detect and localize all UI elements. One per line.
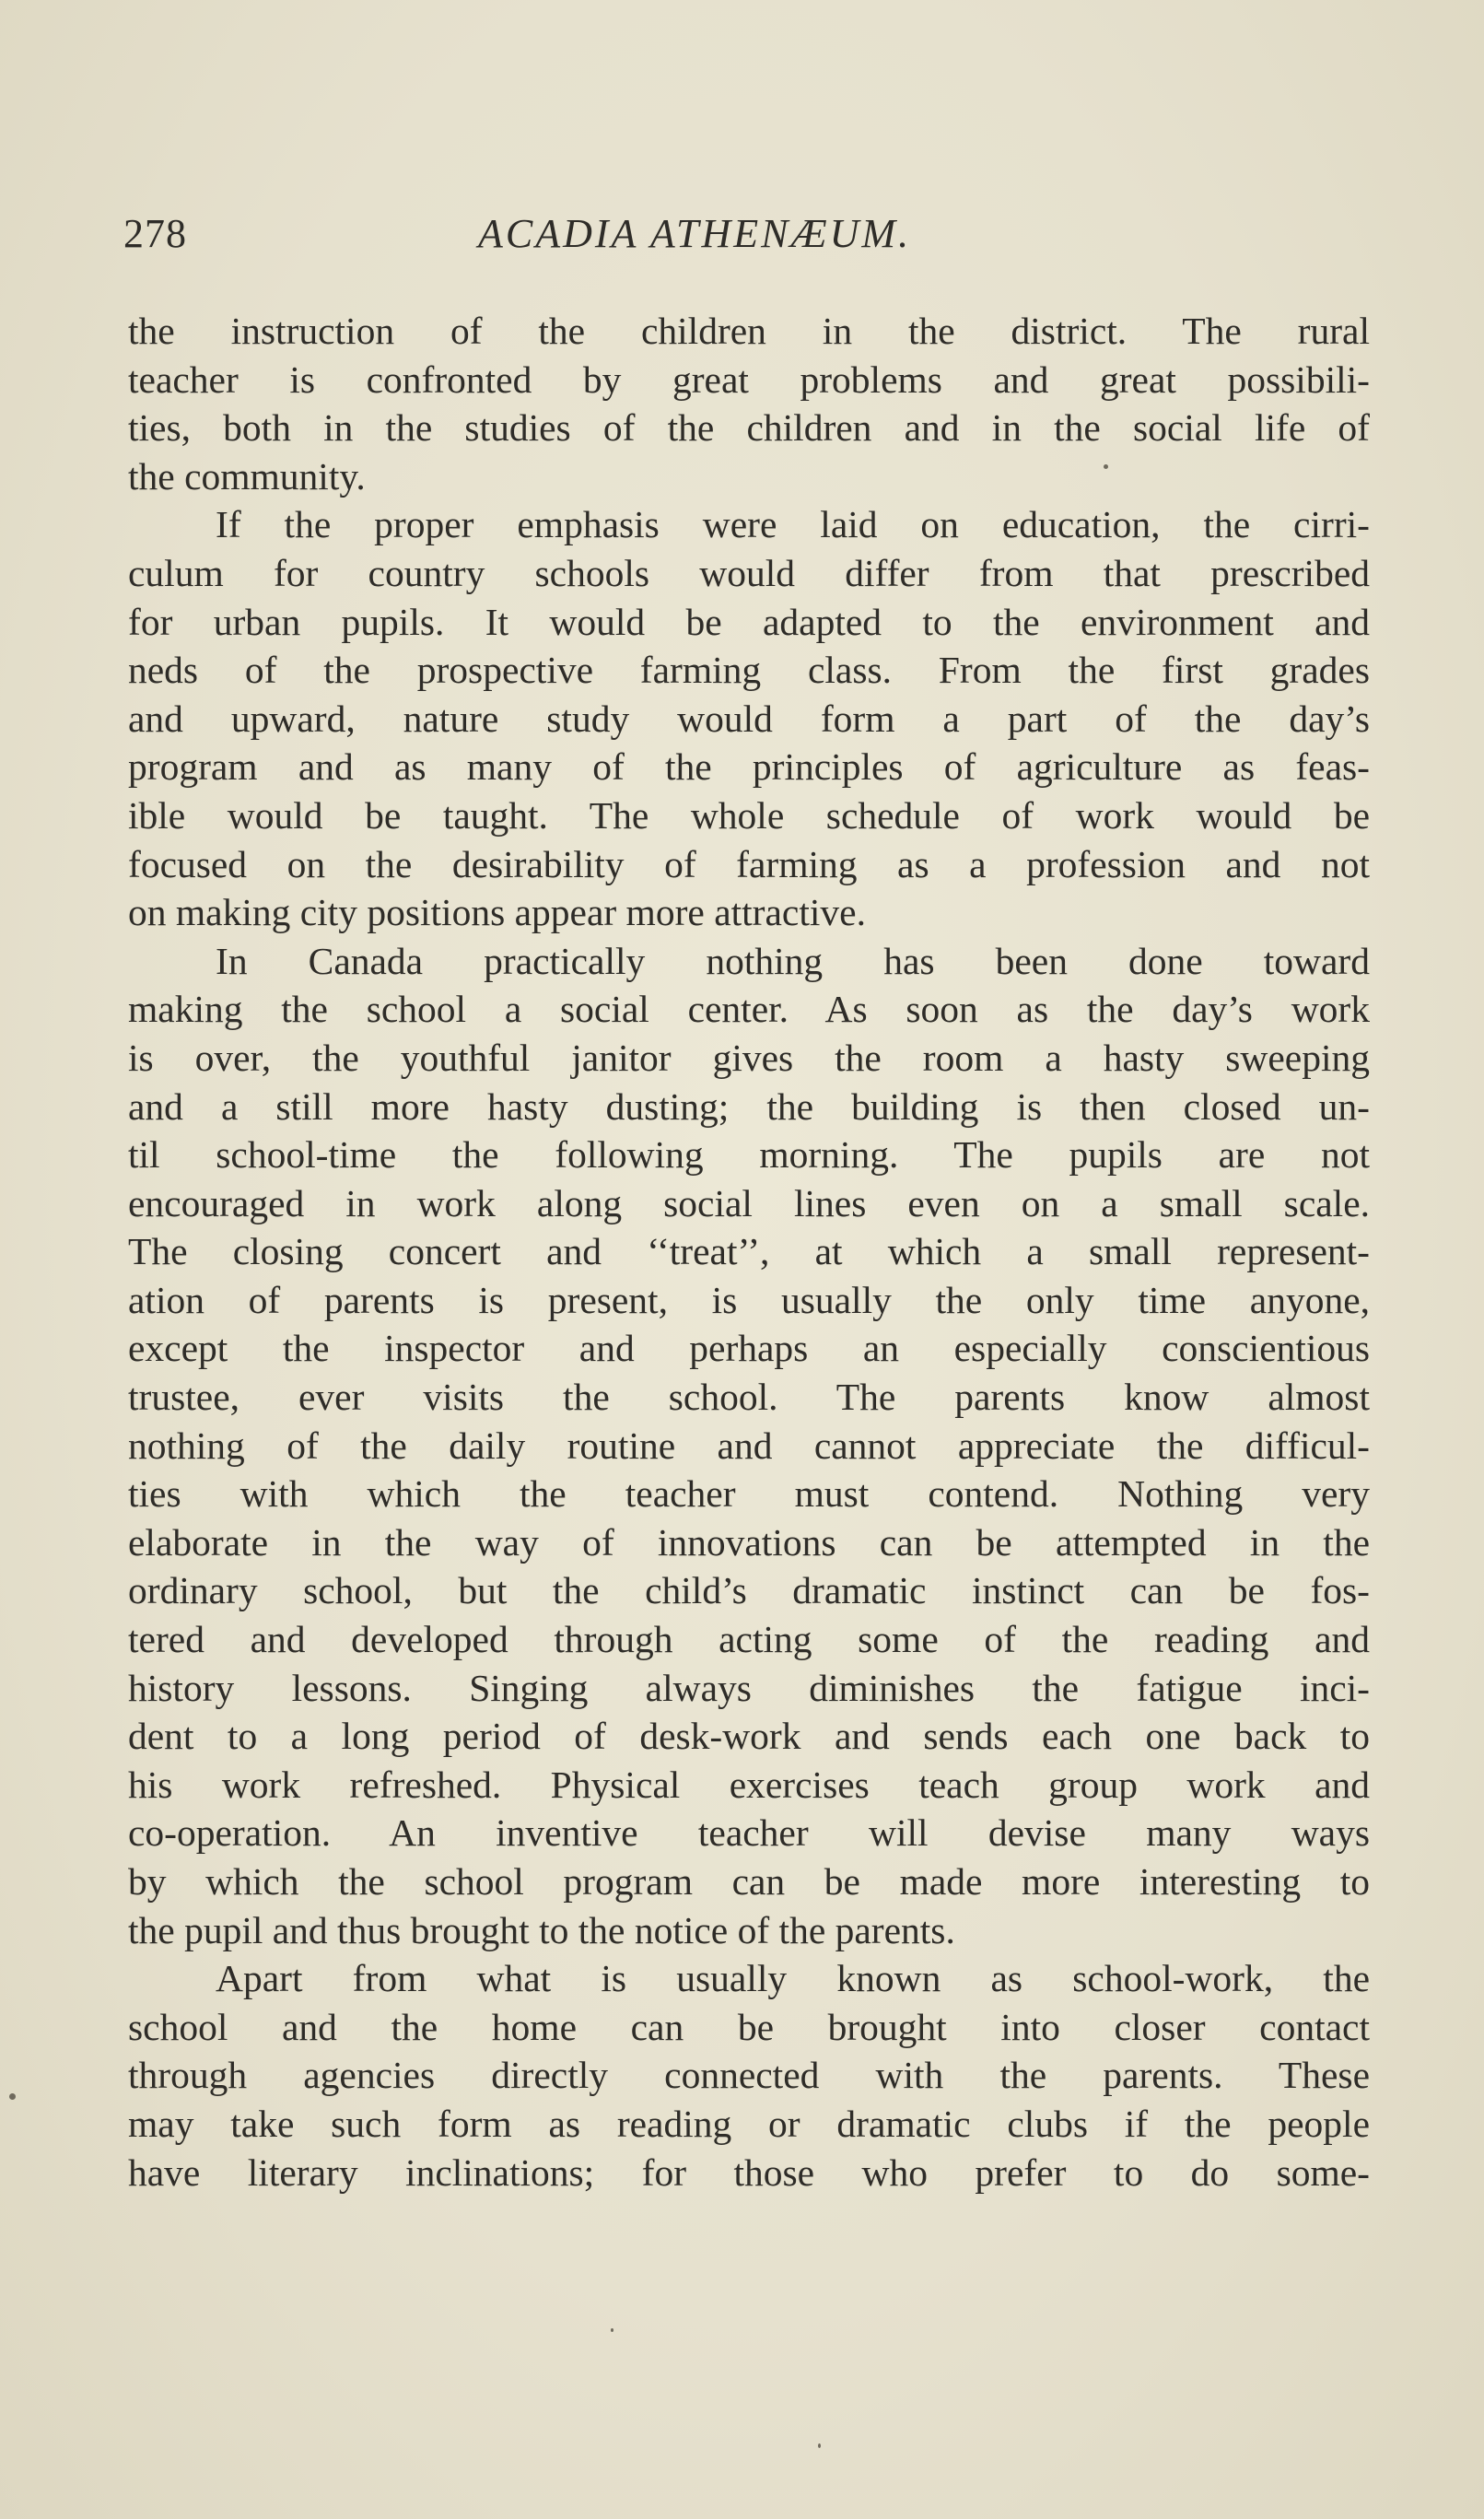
text-line: nothing of the daily routine and cannot appreciate the difficul- [128,1424,1370,1467]
text-line: neds of the prospective farming class. From the first grades [128,649,1370,692]
text-line: ties, both in the studies of the children and in the social life of [128,406,1370,450]
text-line: except the inspector and perhaps an especially conscientious [128,1327,1370,1370]
text-line: have literary inclinations; for those who prefer to do some- [128,2150,1370,2194]
text-line: on making city positions appear more attractive. [128,891,866,934]
ink-speck [818,2443,821,2448]
text-line: by which the school program can be made more interesting to [128,1860,1370,1903]
text-line: and a still more hasty dusting; the building is then closed un- [128,1084,1370,1128]
text-line: making the school a social center. As soon as the day’s work [128,988,1370,1031]
text-line: co-operation. An inventive teacher will devise many ways [128,1811,1370,1855]
text-line: elaborate in the way of innovations can be attempted in the [128,1520,1370,1564]
text-line: the pupil and thus brought to the notice of the parents. [128,1908,955,1951]
text-line: and upward, nature study would form a part of the day’s [128,697,1370,740]
text-line: school and the home can be brought into closer contact [128,2005,1370,2048]
ink-speck [1104,464,1108,469]
text-line: teacher is confronted by great problems and great possibili- [128,357,1370,401]
text-line: If the proper emphasis were laid on education, the cirri- [216,503,1370,546]
text-line: program and as many of the principles of agriculture as feas- [128,745,1370,789]
text-line: his work refreshed. Physical exercises teach group work and [128,1763,1370,1806]
running-head [123,210,1367,265]
text-line: the community. [128,454,366,498]
text-line: tered and developed through acting some of the reading and [128,1618,1370,1661]
text-line: history lessons. Singing always diminishes the fatigue inci- [128,1666,1370,1709]
journal-title: ACADIA ATHENÆUM. [478,211,912,256]
text-line: culum for country schools would differ from that prescribed [128,551,1370,594]
text-line: for urban pupils. It would be adapted to the environment and [128,600,1370,643]
text-line: is over, the youthful janitor gives the room a hasty sweeping [128,1036,1370,1079]
text-line: encouraged in work along social lines even on a small scale. [128,1181,1370,1224]
text-line: Apart from what is usually known as school-work, the [216,1957,1370,2000]
text-line: ible would be taught. The whole schedule of work would be [128,793,1370,837]
text-line: ordinary school, but the child’s dramatic instinct can be fos- [128,1569,1370,1612]
text-line: the instruction of the children in the district. The rural [128,310,1370,352]
text-line: The closing concert and ‘‘treat’’, at which a small represent- [128,1230,1370,1273]
ink-speck [9,2093,16,2100]
ink-speck [611,2328,613,2332]
text-line: focused on the desirability of farming as a profession and not [128,842,1370,885]
text-line: til school-time the following morning. The pupils are not [128,1133,1370,1177]
text-line: may take such form as reading or dramatic clubs if the people [128,2102,1370,2145]
text-line: In Canada practically nothing has been done toward [216,939,1370,982]
text-line: trustee, ever visits the school. The parents know almost [128,1376,1370,1419]
text-line: dent to a long period of desk-work and sends each one back to [128,1715,1370,1758]
text-line: through agencies directly connected with the parents. These [128,2054,1370,2097]
text-line: ties with which the teacher must contend. Nothing very [128,1472,1370,1516]
page-number: 278 [123,211,187,256]
body-text [128,307,1370,2197]
text-line: ation of parents is present, is usually the only time anyone, [128,1278,1370,1321]
